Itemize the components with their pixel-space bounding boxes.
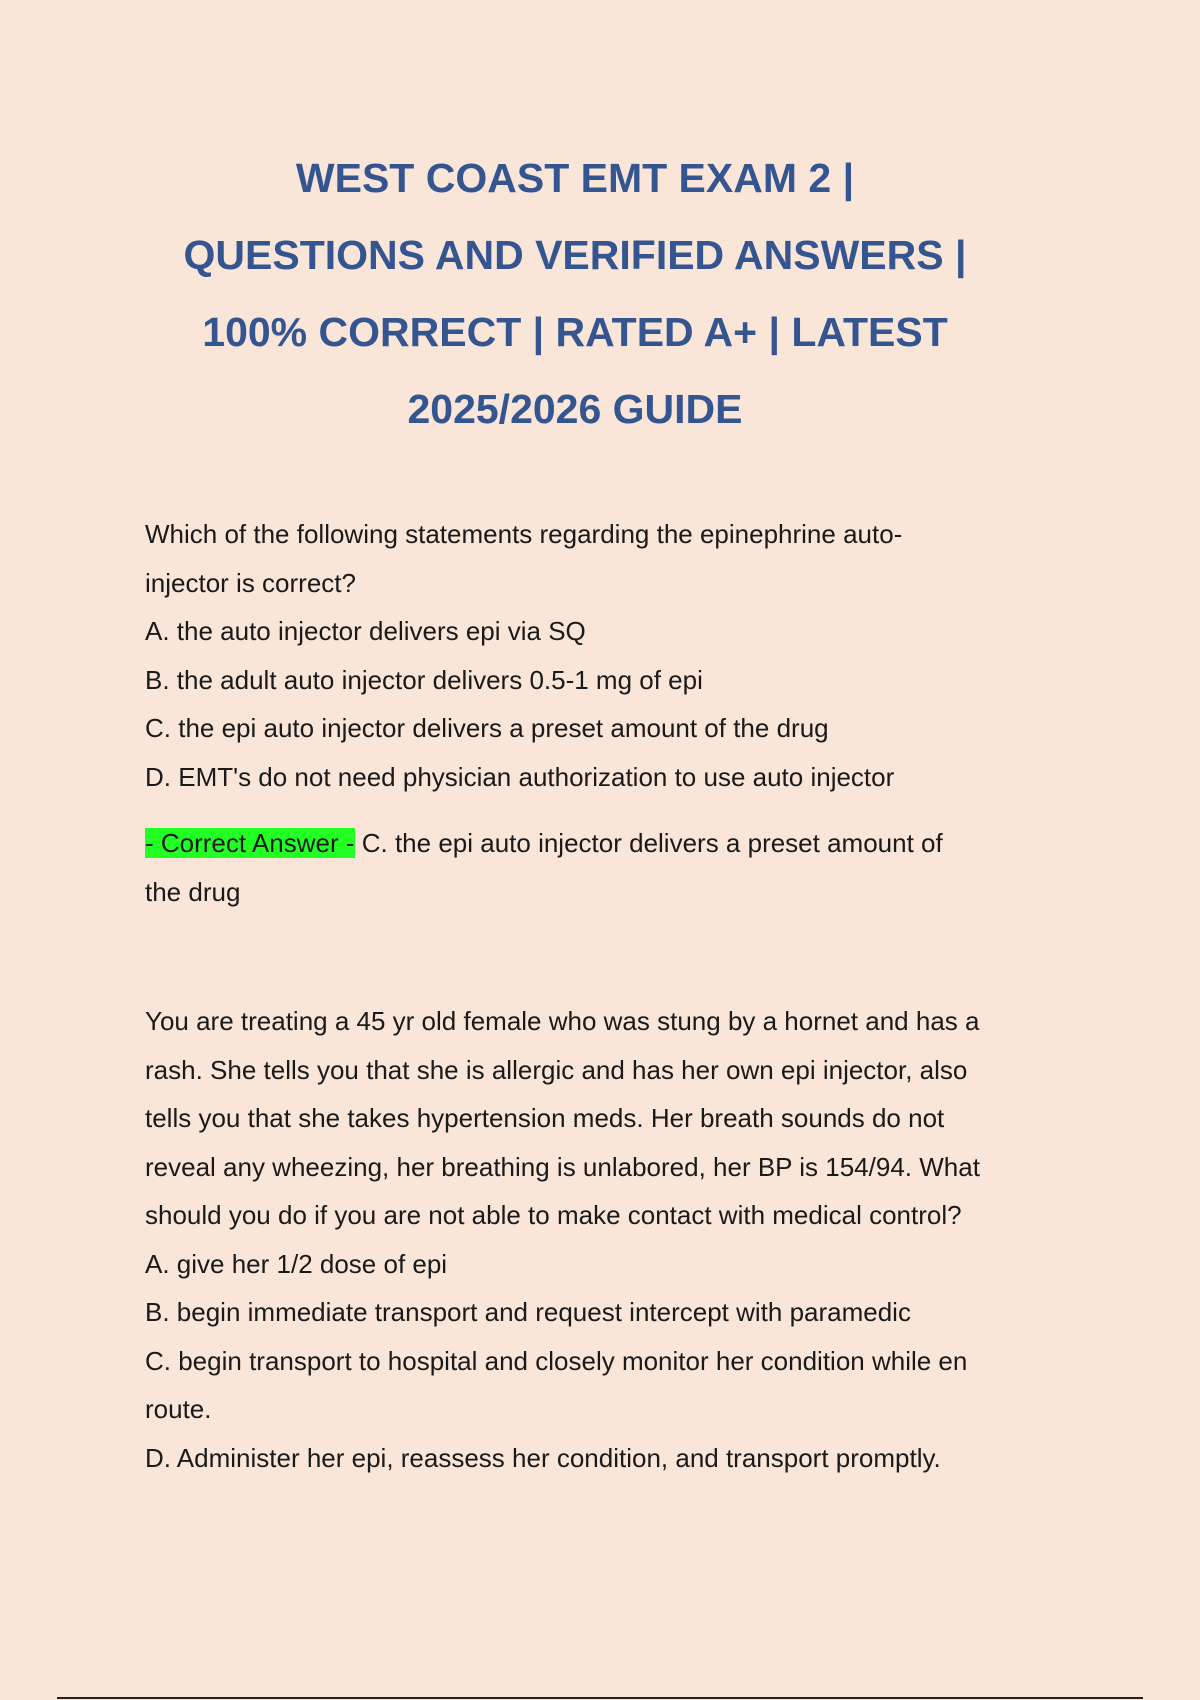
footer-divider [57, 1697, 1143, 1699]
title-line: 100% CORRECT | RATED A+ | LATEST [202, 309, 948, 355]
option-c: C. the epi auto injector delivers a preset amount of the drug [145, 713, 829, 743]
title-line: 2025/2026 GUIDE [407, 386, 743, 432]
question-stem-line: Which of the following statements regarding the epinephrine auto- [145, 519, 903, 549]
answer-text: C. the epi auto injector delivers a preset amount of [361, 828, 943, 858]
title-line: QUESTIONS AND VERIFIED ANSWERS | [183, 232, 967, 278]
correct-answer-label: - Correct Answer - [145, 828, 355, 858]
question-2 [145, 997, 1065, 1482]
option-c-continued: route. [145, 1394, 212, 1424]
question-stem-line: tells you that she takes hypertension meds. Her breath sounds do not [145, 1103, 945, 1133]
option-d: D. Administer her epi, reassess her condition, and transport promptly. [145, 1442, 941, 1473]
document-title [145, 140, 1005, 448]
option-a: A. the auto injector delivers epi via SQ [145, 616, 586, 646]
answer-line [145, 819, 1065, 868]
answer-1 [145, 819, 1065, 916]
question-stem-line: You are treating a 45 yr old female who was stung by a hornet and has a [145, 1006, 980, 1036]
question-stem-line: reveal any wheezing, her breathing is unlabored, her BP is 154/94. What [145, 1151, 980, 1182]
option-b: B. begin immediate transport and request intercept with paramedic [145, 1297, 911, 1327]
answer-text-continued: the drug [145, 876, 241, 907]
option-a: A. give her 1/2 dose of epi [145, 1248, 448, 1279]
question-stem-line: rash. She tells you that she is allergic and has her own epi injector, also [145, 1054, 968, 1085]
option-c: C. begin transport to hospital and closely monitor her condition while en [145, 1345, 968, 1376]
option-b: B. the adult auto injector delivers 0.5-1 mg of epi [145, 664, 703, 695]
question-stem-line: injector is correct? [145, 567, 356, 598]
question-1 [145, 510, 1065, 801]
question-stem-line: should you do if you are not able to make contact with medical control? [145, 1200, 962, 1230]
option-d: D. EMT's do not need physician authorization to use auto injector [145, 761, 895, 792]
title-line: WEST COAST EMT EXAM 2 | [295, 155, 855, 201]
